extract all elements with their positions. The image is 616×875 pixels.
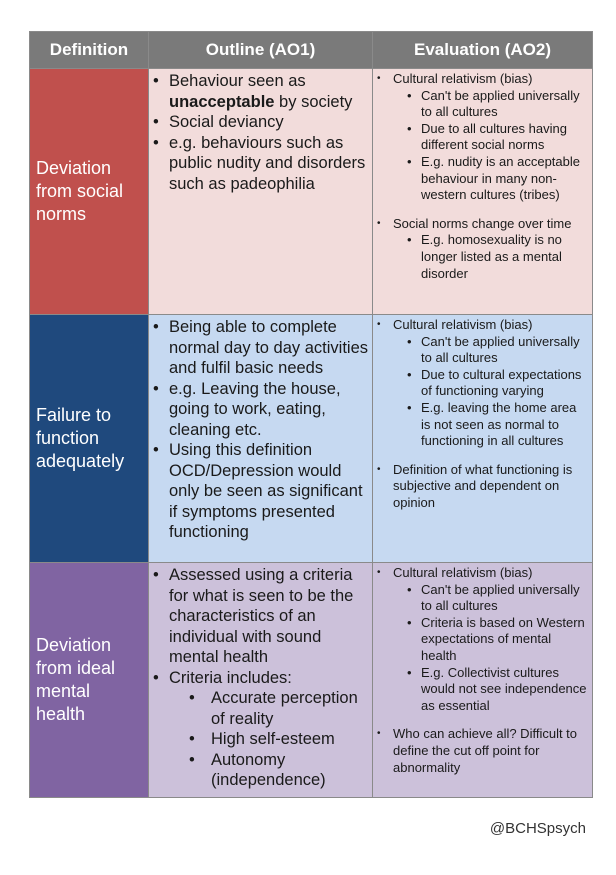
sub-list bbox=[169, 688, 368, 791]
evaluation-list bbox=[377, 317, 588, 512]
sub-list bbox=[393, 582, 588, 715]
header-evaluation: Evaluation (AO2) bbox=[373, 32, 593, 69]
header-definition: Definition bbox=[30, 32, 149, 69]
list-item: • Who can achieve all? Difficult to define the cut off point for abnormality bbox=[377, 726, 588, 776]
outline-list bbox=[153, 317, 368, 543]
list-item bbox=[377, 317, 588, 450]
header-row bbox=[30, 32, 593, 69]
sub-list-item: • E.g. homosexuality is no longer listed as a mental disorder bbox=[407, 232, 588, 282]
list-item: • Using this definition OCD/Depression would only be seen as significant if symptoms presented functioning bbox=[153, 440, 368, 543]
evaluation-cell bbox=[373, 315, 593, 563]
point-text: Cultural relativism (bias) bbox=[393, 317, 533, 332]
sub-list-item: • Autonomy (independence) bbox=[189, 750, 368, 791]
header-outline: Outline (AO1) bbox=[149, 32, 373, 69]
list-item: • Assessed using a criteria for what is seen to be the characteristics of an individual with sound mental health bbox=[153, 565, 368, 668]
sub-list bbox=[393, 232, 588, 282]
comparison-table bbox=[29, 31, 593, 798]
sub-list bbox=[393, 334, 588, 450]
sub-list-item: • E.g. nudity is an acceptable behaviour in many non-western cultures (tribes) bbox=[407, 154, 588, 204]
list-item bbox=[153, 71, 368, 112]
point-text: Criteria includes: bbox=[169, 668, 292, 687]
sub-list-item: • High self-esteem bbox=[189, 729, 368, 750]
list-item: • Social deviancy bbox=[153, 112, 368, 133]
definition-cell: Deviation from social norms bbox=[30, 69, 149, 315]
list-item bbox=[377, 71, 588, 204]
evaluation-cell bbox=[373, 69, 593, 315]
list-item bbox=[153, 668, 368, 791]
outline-cell bbox=[149, 315, 373, 563]
list-item: • e.g. behaviours such as public nudity and disorders such as padeophilia bbox=[153, 133, 368, 195]
outline-list bbox=[153, 71, 368, 194]
definition-cell: Failure to function adequately bbox=[30, 315, 149, 563]
evaluation-cell bbox=[373, 563, 593, 798]
sub-list-item: • Accurate perception of reality bbox=[189, 688, 368, 729]
sub-list bbox=[393, 88, 588, 204]
list-item bbox=[377, 216, 588, 282]
point-text: Cultural relativism (bias) bbox=[393, 565, 533, 580]
outline-cell bbox=[149, 563, 373, 798]
evaluation-list bbox=[377, 71, 588, 282]
sub-list-item: • E.g. Collectivist cultures would not see independence as essential bbox=[407, 665, 588, 715]
evaluation-list bbox=[377, 565, 588, 776]
table-row bbox=[30, 69, 593, 315]
list-item: • Definition of what functioning is subjective and dependent on opinion bbox=[377, 462, 588, 512]
list-item bbox=[377, 565, 588, 714]
sub-list-item: • Due to all cultures having different social norms bbox=[407, 121, 588, 154]
list-item: • Being able to complete normal day to day activities and fulfil basic needs bbox=[153, 317, 368, 379]
sub-list-item: • Due to cultural expectations of functioning varying bbox=[407, 367, 588, 400]
sub-list-item: • Criteria is based on Western expectations of mental health bbox=[407, 615, 588, 665]
emphasis-text: unacceptable bbox=[169, 92, 275, 111]
sub-list-item: • Can't be applied universally to all cultures bbox=[407, 334, 588, 367]
sub-list-item: • E.g. leaving the home area is not seen as normal to functioning in all cultures bbox=[407, 400, 588, 450]
credit-handle: @BCHSpsych bbox=[489, 820, 586, 837]
sub-list-item: • Can't be applied universally to all cultures bbox=[407, 582, 588, 615]
outline-list bbox=[153, 565, 368, 791]
table-row bbox=[30, 315, 593, 563]
list-item: • e.g. Leaving the house, going to work, eating, cleaning etc. bbox=[153, 379, 368, 441]
definition-cell: Deviation from ideal mental health bbox=[30, 563, 149, 798]
outline-cell bbox=[149, 69, 373, 315]
point-text: Social norms change over time bbox=[393, 215, 572, 231]
point-text: Cultural relativism (bias) bbox=[393, 71, 533, 86]
text: by society bbox=[274, 92, 353, 111]
sub-list-item: • Can't be applied universally to all cultures bbox=[407, 88, 588, 121]
text: Behaviour seen as bbox=[169, 72, 306, 90]
table-row bbox=[30, 563, 593, 798]
